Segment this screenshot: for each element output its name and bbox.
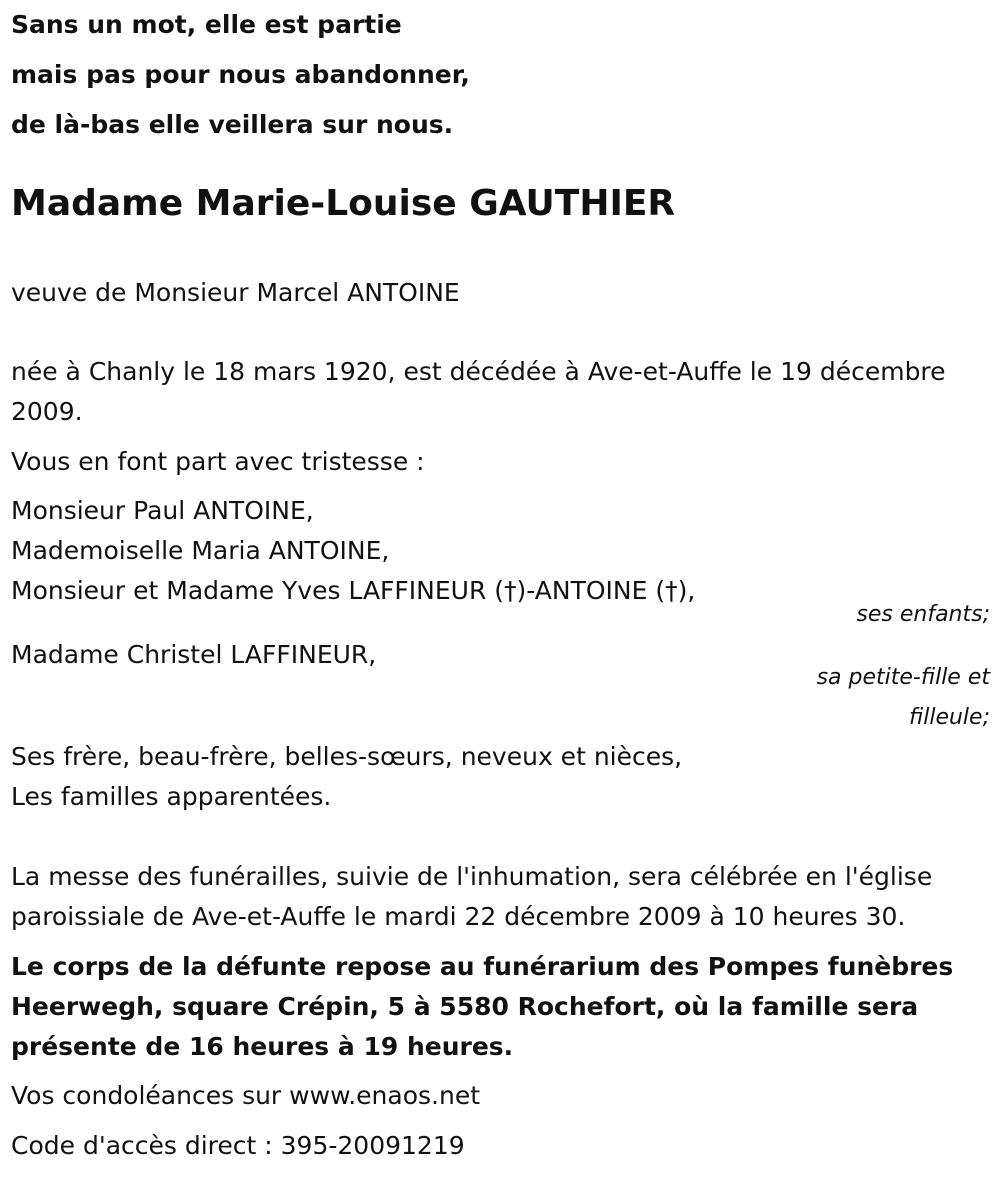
condolences-prefix: Vos condoléances sur xyxy=(11,1081,290,1110)
spouse-line: veuve de Monsieur Marcel ANTOINE xyxy=(11,278,460,307)
granddaughter: Madame Christel LAFFINEUR, xyxy=(11,640,377,669)
granddaughter-role-line-1: sa petite-fille et xyxy=(816,665,990,690)
birth-death-line-2: 2009. xyxy=(11,397,83,426)
other-family-line-1: Ses frère, beau-frère, belles-sœurs, neveux et nièces, xyxy=(11,742,683,771)
birth-death-line-1: née à Chanly le 18 mars 1920, est décédée à Ave-et-Auffe le 19 décembre xyxy=(11,357,946,386)
funeral-mass-line-2: paroissiale de Ave-et-Auffe le mardi 22 décembre 2009 à 10 heures 30. xyxy=(11,902,906,931)
verse-line-1: Sans un mot, elle est partie xyxy=(11,10,402,39)
viewing-line-3: présente de 16 heures à 19 heures. xyxy=(11,1032,514,1061)
child-2: Mademoiselle Maria ANTOINE, xyxy=(11,536,390,565)
announce-intro: Vous en font part avec tristesse : xyxy=(11,447,425,476)
children-role: ses enfants; xyxy=(856,602,990,627)
granddaughter-role-line-2: filleule; xyxy=(909,705,990,730)
verse-line-2: mais pas pour nous abandonner, xyxy=(11,60,470,89)
viewing-line-1: Le corps de la défunte repose au funérarium des Pompes funèbres xyxy=(11,952,954,981)
child-3: Monsieur et Madame Yves LAFFINEUR (†)-ANTOINE (†), xyxy=(11,576,696,605)
access-code: Code d'accès direct : 395-20091219 xyxy=(11,1131,465,1160)
funeral-mass-line-1: La messe des funérailles, suivie de l'inhumation, sera célébrée en l'église xyxy=(11,862,933,891)
viewing-line-2: Heerwegh, square Crépin, 5 à 5580 Rochefort, où la famille sera xyxy=(11,992,919,1021)
verse-line-3: de là-bas elle veillera sur nous. xyxy=(11,110,454,139)
condolences-line xyxy=(11,1081,480,1111)
deceased-name: Madame Marie-Louise GAUTHIER xyxy=(11,183,676,224)
condolences-website-link[interactable]: www.enaos.net xyxy=(289,1081,481,1110)
child-1: Monsieur Paul ANTOINE, xyxy=(11,496,314,525)
other-family-line-2: Les familles apparentées. xyxy=(11,782,332,811)
